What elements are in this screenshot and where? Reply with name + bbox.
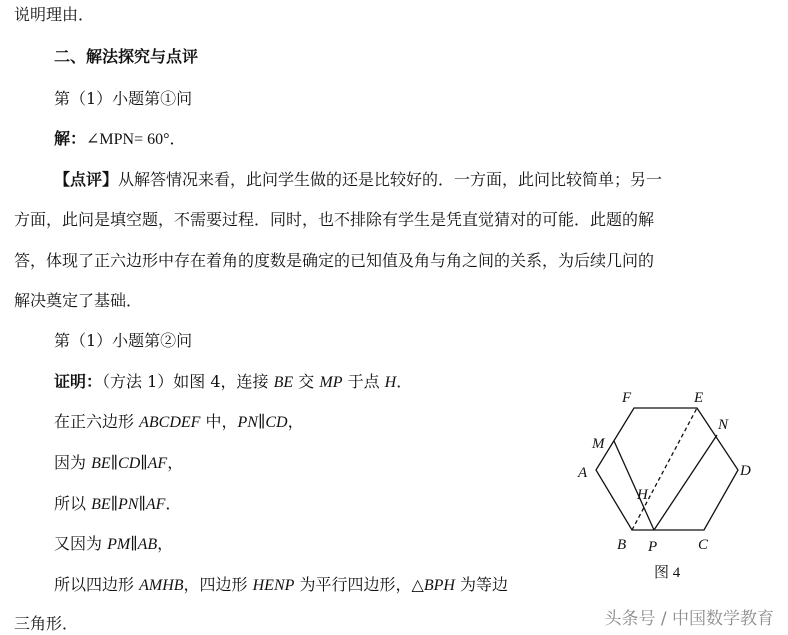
proof-text-e: 于点 <box>342 372 385 391</box>
step-4-a: 又因为 <box>54 534 108 553</box>
step-2-c: ， <box>167 453 184 472</box>
label-E: E <box>694 390 704 406</box>
step-2-a: 因为 <box>54 453 92 472</box>
step-6 <box>14 613 78 635</box>
solution-line <box>54 128 186 151</box>
step-4-b: PM∥AB <box>107 536 158 553</box>
label-M: M <box>592 436 605 452</box>
step-4-c: ， <box>157 534 174 553</box>
comment-text-1: 从解答情况来看，此问学生做的还是比较好的．一方面，此问比较简单；另一 <box>118 170 663 189</box>
proof-text-b: BE <box>273 374 294 391</box>
section-title-text: 二、解法探究与点评 <box>54 47 199 66</box>
step-3-b: BE∥PN∥AF <box>91 496 166 513</box>
step-3-a: 所以 <box>54 494 92 513</box>
step-5-b: AMHB <box>139 577 184 594</box>
intro-line <box>14 4 94 26</box>
watermark: 头条号 / 中国数学教育 <box>604 609 774 629</box>
question-1-title <box>54 88 192 110</box>
comment-text-2: 方面，此问是填空题，不需要过程．同时，也不排除有学生是凭直觉猜对的可能．此题的解 <box>14 210 655 229</box>
step-5-g: 为等边 <box>454 575 509 594</box>
proof-text-a: （方法 1）如图 4，连接 <box>102 372 274 391</box>
step-4 <box>54 533 173 556</box>
label-F: F <box>622 390 632 406</box>
comment-line-4 <box>14 290 142 312</box>
text-reason: 说明理由． <box>14 5 95 24</box>
proof-text-g: ． <box>396 372 413 391</box>
step-1-a: 在正六边形 <box>54 412 140 431</box>
step-1-e: ， <box>287 412 304 431</box>
label-C: C <box>698 537 709 553</box>
step-5-c: ，四边形 <box>183 575 253 594</box>
step-5 <box>54 574 508 597</box>
label-P: P <box>648 539 658 555</box>
label-N: N <box>718 417 729 433</box>
comment-line-3 <box>14 250 654 272</box>
step-1 <box>54 411 304 434</box>
proof-text-d: MP <box>319 374 343 391</box>
segment-mp <box>614 441 654 530</box>
comment-label: 【点评】 <box>54 170 119 189</box>
step-5-a: 所以四边形 <box>54 575 140 594</box>
section-title <box>54 46 198 68</box>
comment-line-1 <box>54 169 662 191</box>
step-5-d: HENP <box>252 577 295 594</box>
comment-text-3: 答，体现了正六边形中存在着角的度数是确定的已知值及角与角之间的关系，为后续几问的 <box>14 251 655 270</box>
label-A: A <box>578 465 588 481</box>
label-B: B <box>617 537 627 553</box>
step-6-text: 三角形． <box>14 614 79 633</box>
figure-caption: 图 4 <box>654 565 681 581</box>
step-2 <box>54 452 183 475</box>
label-H: H <box>637 487 648 503</box>
proof-label: 证明： <box>54 372 103 391</box>
solution-text: ∠MPN= 60°． <box>86 131 186 148</box>
comment-text-4: 解决奠定了基础． <box>14 291 143 310</box>
hexagon-outline <box>596 408 738 530</box>
label-D: D <box>740 463 751 479</box>
proof-text-c: 交 <box>293 372 320 391</box>
step-5-e: 为平行四边形，△ <box>294 575 424 594</box>
proof-line <box>54 371 412 394</box>
question-2-title-text: 第（1）小题第②问 <box>54 331 193 350</box>
hexagon-figure <box>560 380 780 590</box>
step-1-c: 中， <box>200 412 238 431</box>
solution-label: 解： <box>54 129 87 148</box>
comment-line-2 <box>14 209 654 231</box>
step-3-c: ． <box>165 494 182 513</box>
segment-be-dashed <box>632 408 697 530</box>
step-3 <box>54 493 181 516</box>
question-2-title <box>54 330 192 352</box>
question-1-title-text: 第（1）小题第①问 <box>54 89 193 108</box>
step-1-b: ABCDEF <box>139 414 201 431</box>
step-5-f: BPH <box>423 577 455 594</box>
step-1-d: PN∥CD <box>237 414 288 431</box>
proof-text-f: H <box>384 374 397 391</box>
step-2-b: BE∥CD∥AF <box>91 455 168 472</box>
segment-pn <box>654 435 717 530</box>
